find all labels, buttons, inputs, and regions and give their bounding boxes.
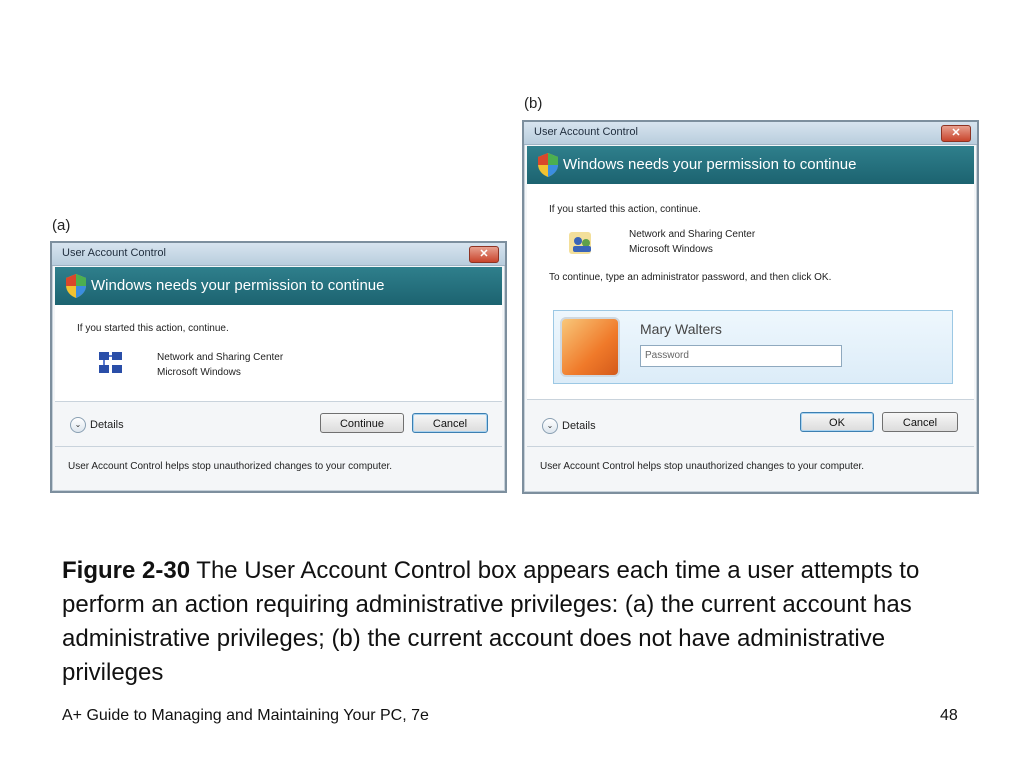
details-toggle-b[interactable] <box>542 418 596 434</box>
user-name: Mary Walters <box>640 321 722 337</box>
separator-b <box>527 399 974 400</box>
separator-b-2 <box>527 446 974 447</box>
page-number: 48 <box>940 707 958 724</box>
cancel-button-a[interactable]: Cancel <box>412 413 488 433</box>
prompt-a: If you started this action, continue. <box>77 323 229 334</box>
password-field[interactable]: Password <box>640 345 842 367</box>
details-label-a: Details <box>90 419 124 431</box>
window-title-b: User Account Control <box>534 126 638 138</box>
book-title: A+ Guide to Managing and Maintaining Your PC, 7e <box>62 707 429 724</box>
details-toggle-a[interactable] <box>70 417 124 433</box>
titlebar-b[interactable] <box>524 122 977 145</box>
ok-button[interactable]: OK <box>800 412 874 432</box>
window-title-a: User Account Control <box>62 247 166 259</box>
chevron-down-icon: ⌄ <box>542 418 558 434</box>
separator-a-2 <box>55 446 502 447</box>
shield-icon <box>64 273 88 299</box>
footer-note-b: User Account Control helps stop unauthorized changes to your computer. <box>540 461 865 472</box>
program-name-b: Network and Sharing Center <box>629 229 756 240</box>
network-icon <box>97 349 125 377</box>
uac-dialog-b <box>522 120 979 494</box>
close-button-a[interactable]: ✕ <box>469 246 499 263</box>
chevron-down-icon: ⌄ <box>70 417 86 433</box>
uac-dialog-a <box>50 241 507 493</box>
titlebar-a[interactable] <box>52 243 505 266</box>
figure-label: Figure 2-30 <box>62 557 191 584</box>
footer-note-a: User Account Control helps stop unauthorized changes to your computer. <box>68 461 393 472</box>
instruction-b: To continue, type an administrator password, and then click OK. <box>549 272 832 283</box>
caption-text: The User Account Control box appears each time a user attempts to perform an action requiring administrative privileges: (a) the current account has administrative privileges; (b) the current account does not have administrative privileges <box>62 557 920 686</box>
close-button-b[interactable]: ✕ <box>941 125 971 142</box>
continue-button[interactable]: Continue <box>320 413 404 433</box>
shield-icon <box>536 152 560 178</box>
details-label-b: Details <box>562 420 596 432</box>
banner-text-a: Windows needs your permission to continue <box>91 277 385 294</box>
cancel-button-b[interactable]: Cancel <box>882 412 958 432</box>
banner-text-b: Windows needs your permission to continue <box>563 156 857 173</box>
program-publisher-b: Microsoft Windows <box>629 244 713 255</box>
network-users-icon <box>567 228 597 258</box>
program-name-a: Network and Sharing Center <box>157 352 284 363</box>
user-avatar <box>560 317 620 377</box>
dialog-body-b <box>527 184 974 399</box>
prompt-b: If you started this action, continue. <box>549 204 701 215</box>
banner-a <box>55 267 502 305</box>
dialog-body-a <box>55 305 502 401</box>
separator-a <box>55 401 502 402</box>
panel-b-label: (b) <box>524 95 543 112</box>
figure-caption <box>62 554 962 690</box>
program-publisher-a: Microsoft Windows <box>157 367 241 378</box>
panel-a-label: (a) <box>52 217 71 234</box>
banner-b <box>527 146 974 184</box>
credential-tile[interactable] <box>553 310 953 384</box>
